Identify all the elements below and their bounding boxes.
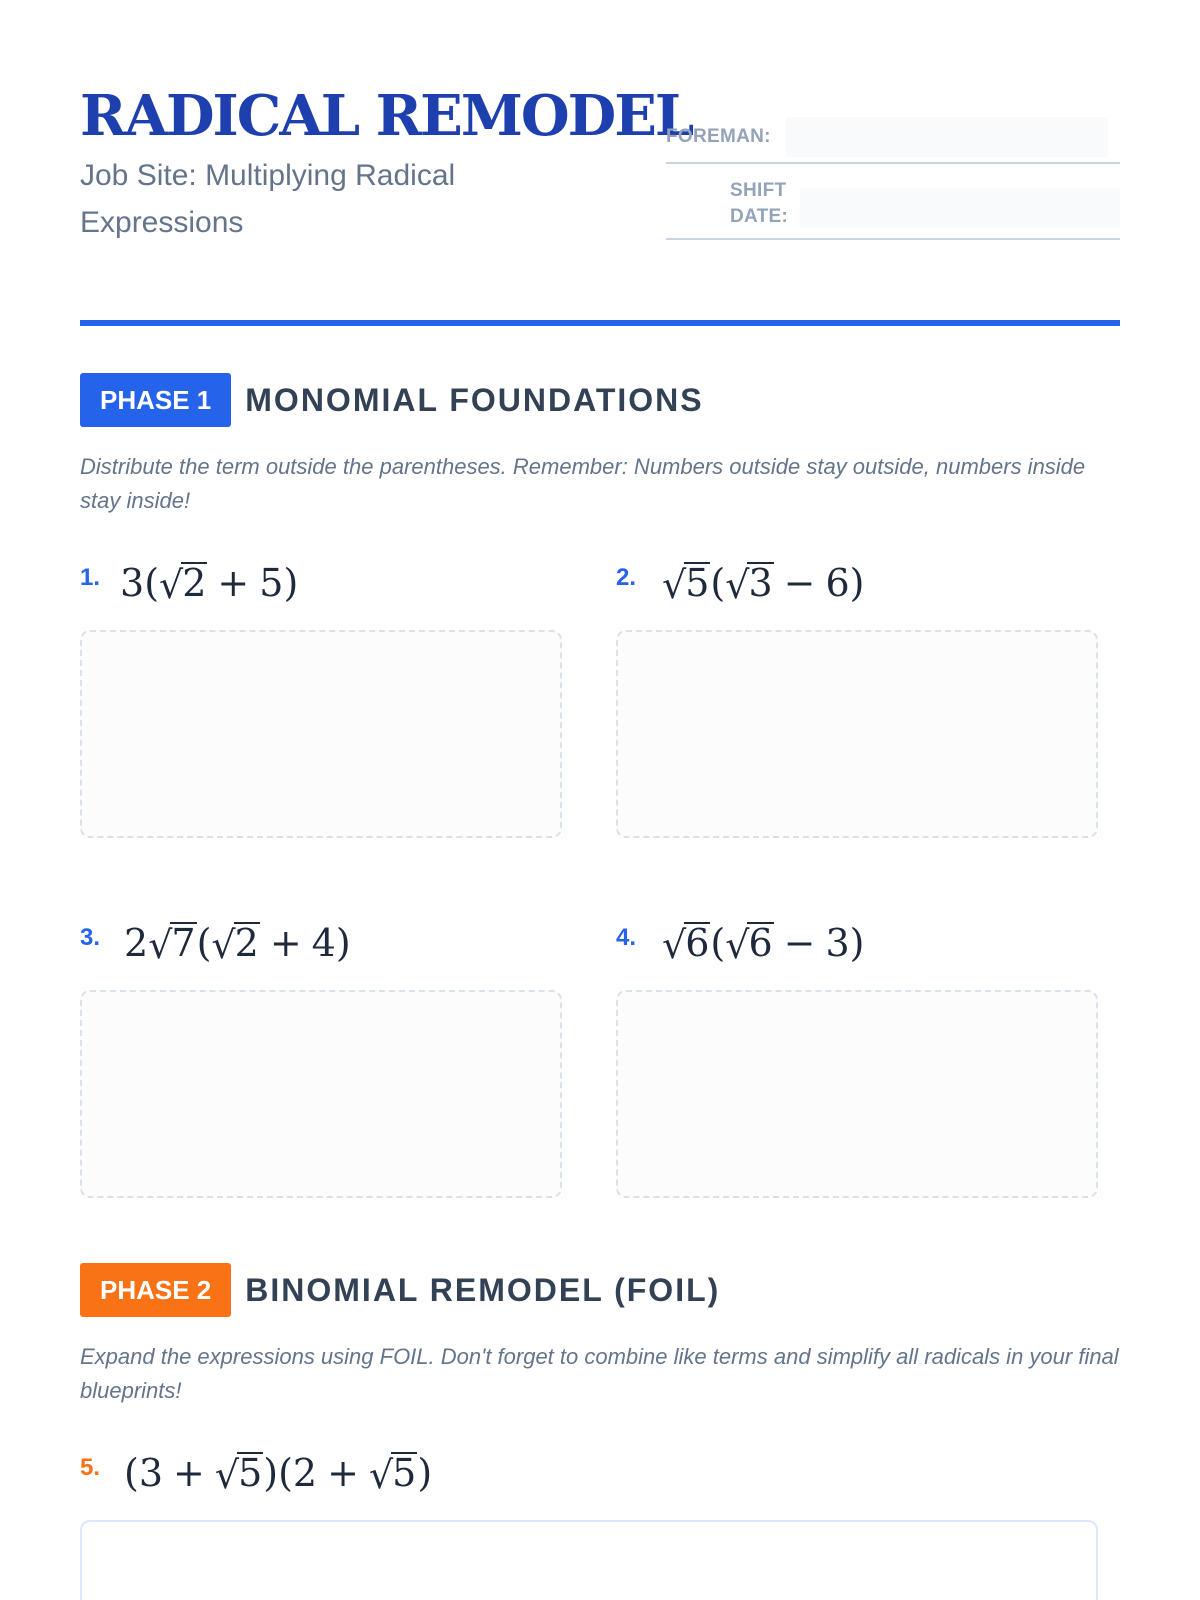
foreman-field[interactable] — [786, 117, 1108, 157]
foreman-row — [666, 112, 1120, 164]
phase-2-header — [80, 1263, 720, 1317]
foreman-label: FOREMAN: — [666, 126, 771, 147]
phase-1-header — [80, 373, 704, 427]
answer-box-4[interactable] — [616, 990, 1098, 1198]
problem-number: 2. — [616, 564, 637, 591]
problem-number: 5. — [80, 1454, 101, 1481]
info-fields — [666, 112, 1120, 240]
problem-expression: ( 3 + √ 5 )( 2 + √ 5 ) — [124, 1451, 433, 1497]
problem-expression: 2 √ 7 ( √ 2 + 4 ) — [124, 921, 351, 967]
problem-number: 1. — [80, 564, 101, 591]
problem-number: 4. — [616, 924, 637, 951]
problem-expression: 3 ( √ 2 + 5 ) — [120, 561, 299, 607]
answer-box-1[interactable] — [80, 630, 562, 838]
phase-1-badge: PHASE 1 — [80, 373, 231, 427]
worksheet-header — [80, 80, 1120, 250]
phase-1-title: MONOMIAL FOUNDATIONS — [245, 381, 704, 418]
page-subtitle: Job Site: Multiplying Radical Expressions — [80, 159, 456, 239]
page-title: RADICAL REMODEL — [80, 83, 693, 149]
answer-box-3[interactable] — [80, 990, 562, 1198]
shift-date-row — [666, 164, 1120, 240]
header-divider — [80, 320, 1120, 326]
phase-1-instructions: Distribute the term outside the parentheses. Remember: Numbers outside stay outside, numbers inside stay inside! — [80, 454, 1086, 513]
phase-2-title: BINOMIAL REMODEL (FOIL) — [245, 1271, 721, 1308]
problem-number: 3. — [80, 924, 101, 951]
shift-date-label: SHIFT DATE: — [730, 180, 789, 227]
phase-2-badge: PHASE 2 — [80, 1263, 231, 1317]
answer-box-5[interactable] — [80, 1520, 1098, 1600]
answer-box-2[interactable] — [616, 630, 1098, 838]
problem-expression: √ 6 ( √ 6 − 3 ) — [662, 921, 865, 967]
phase-2-instructions: Expand the expressions using FOIL. Don't forget to combine like terms and simplify all radicals in your final blueprints! — [80, 1344, 1119, 1403]
problem-expression: √ 5 ( √ 3 − 6 ) — [662, 561, 865, 607]
shift-date-field[interactable] — [800, 188, 1120, 228]
